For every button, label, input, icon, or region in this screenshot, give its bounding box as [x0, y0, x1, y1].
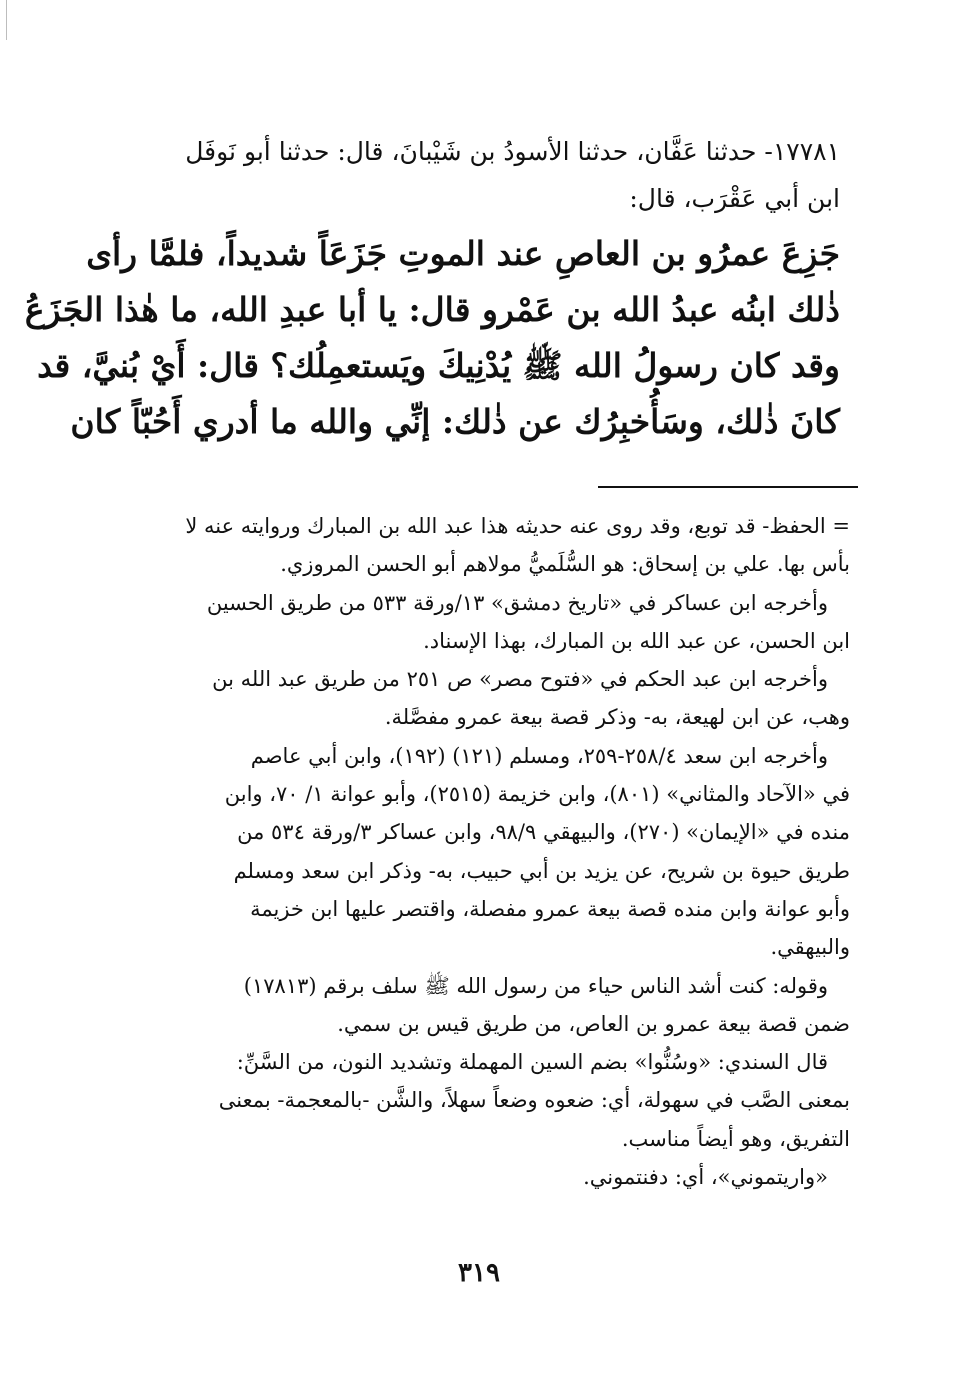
footnote-line: «واريتموني»، أي: دفنتموني. [583, 1165, 828, 1190]
hadith-body-line: كانَ ذٰلك، وسَأُخبِرُك عن ذٰلك: إنِّي والله ما أدري أَحُبّاً كان [70, 402, 840, 441]
footnote-line: وأخرجه ابن عساكر في «تاريخ دمشق» ١٣/ورقة ٥٣٣ من طريق الحسين [206, 590, 828, 615]
footnote-line: منده في «الإيمان» (٢٧٠)، والبيهقي ٩٨/٩، وابن عساكر ٣/ورقة ٥٣٤ من [237, 820, 850, 845]
footnote-line: في «الآحاد والمثاني» (٨٠١)، وابن خزيمة (٢٥١٥)، وأبو عوانة ١/ ٧٠، وابن [224, 782, 850, 807]
footnote-line: التفريق، وهو أيضاً مناسب. [621, 1126, 850, 1151]
footnote-line: وهب، عن ابن لهيعة، به- وذكر قصة بيعة عمرو مفصَّلة. [384, 705, 850, 730]
footnote-line: وأخرجه ابن سعد ٢٥٨/٤-٢٥٩، ومسلم (١٢١) (١٩٢)، وابن أبي عاصم [250, 743, 828, 768]
footnote-paragraph [110, 507, 850, 584]
footnote-line: ابن الحسن، عن عبد الله بن المبارك، بهذا الإسناد. [423, 628, 850, 653]
hadith-header [120, 128, 840, 222]
footnote-line: طريق حيوة بن شريح، عن يزيد بن أبي حبيب، به- وذكر ابن سعد ومسلم [233, 858, 850, 883]
footnote-paragraph [110, 584, 850, 661]
hadith-body-line: ذٰلك ابنُه عبدُ الله بن عَمْرو قال: يا أبا عبدِ الله، ما هٰذا الجَزَعُ [24, 290, 840, 329]
footnote-paragraph [110, 737, 850, 967]
footnote-paragraph [110, 967, 850, 1044]
footnote-paragraph [110, 1043, 850, 1158]
footnote-line: وأبو عوانة وابن منده قصة بيعة عمرو مفصلة، واقتصر عليها ابن خزيمة [250, 896, 850, 921]
hadith-body-line: جَزِعَ عمرُو بن العاصِ عند الموتِ جَزَعَاً شديداً، فلمَّا رأى [86, 234, 840, 273]
hadith-header-line: ١٧٧٨١- حدثنا عَفَّان، حدثنا الأسودُ بن شَيْبانَ، قال: حدثنا أبو نَوفَل [185, 137, 840, 166]
footnotes [110, 507, 850, 1196]
footnote-separator [598, 486, 858, 488]
scan-edge-mark [6, 0, 7, 40]
footnote-line: ضمن قصة بيعة عمرو بن العاص، من طريق قيس بن سمي. [337, 1011, 850, 1036]
hadith-body-line: وقد كان رسولُ الله ﷺ يُدْنِيكَ ويَستعمِلُك؟ قال: أَيْ بُنيَّ، قد [37, 346, 840, 385]
footnote-line: = الحفظ- قد توبع، وقد روى عنه حديثه هذا عبد الله بن المبارك وروايته عنه لا [185, 514, 850, 538]
page-number: ٣١٩ [458, 1258, 500, 1288]
footnote-line: وقوله: كنت أشد الناس حياء من رسول الله ﷺ سلف برقم (١٧٨١٣) [243, 973, 828, 998]
footnote-line: قال السندي: «وسُنُّوا» بضم السين المهملة وتشديد النون، من السَّنِّ: [236, 1050, 828, 1075]
footnote-line: وأخرجه ابن عبد الحكم في «فتوح مصر» ص ٢٥١ من طريق عبد الله بن [212, 667, 828, 692]
hadith-body [24, 226, 840, 450]
footnote-line: بمعنى الصَّب في سهولة، أي: ضعوه وضعاً سهلاً، والشَّن -بالمعجمة- بمعنى [218, 1088, 850, 1113]
footnote-paragraph [110, 660, 850, 737]
hadith-header-line: ابن أبي عَقْرَب، قال: [629, 184, 840, 213]
footnote-paragraph [110, 1158, 850, 1196]
footnote-line: بأس بها. علي بن إسحاق: هو السُّلَميُّ مولاهم أبو الحسن المروزي. [280, 552, 850, 577]
footnote-line: والبيهقي. [770, 935, 850, 960]
